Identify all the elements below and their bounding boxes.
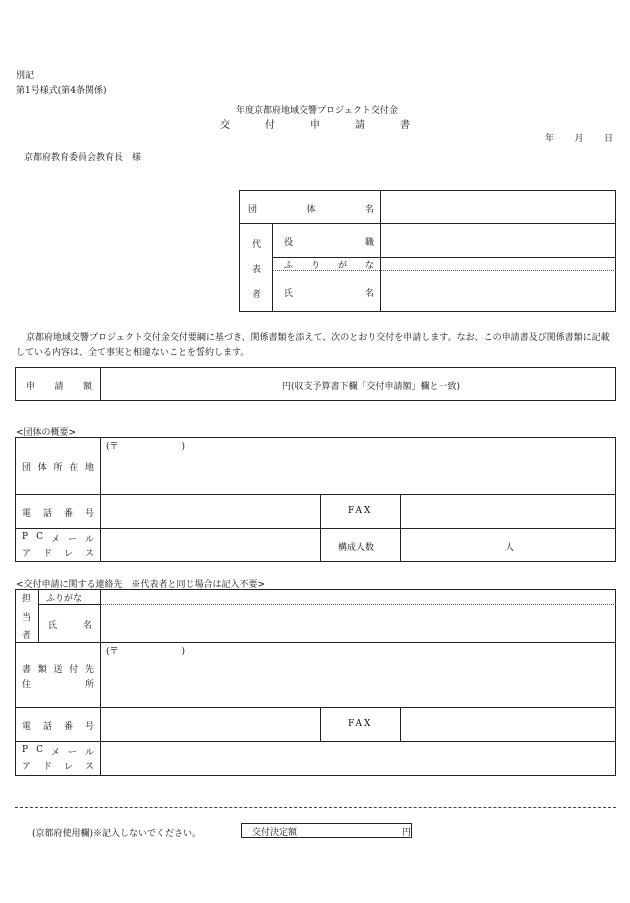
send-postal: (〒 ) xyxy=(106,647,186,657)
title-char: 書 xyxy=(400,120,410,131)
fax-label: FAX xyxy=(348,506,373,516)
amount-input[interactable] xyxy=(101,368,281,400)
email-label-line2: ア ド レ ス xyxy=(22,549,94,559)
form-number: 第1号様式(第4条関係) xyxy=(16,86,107,96)
fax-input[interactable] xyxy=(401,495,615,527)
contact-furigana-input[interactable] xyxy=(101,590,615,604)
contact-name-input[interactable] xyxy=(101,605,615,641)
overview-heading: <団体の概要> xyxy=(16,428,77,438)
contact-fax-input[interactable] xyxy=(401,708,615,740)
appendix-label: 別記 xyxy=(16,71,35,81)
amount-label: 申 請 額 xyxy=(26,382,92,392)
form-title-line1: 年度京都府地域交響プロジェクト交付金 xyxy=(236,106,398,116)
person-label-1: 担 xyxy=(22,594,32,604)
declaration-text: 京都府地域交響プロジェクト交付金交付要綱に基づき、関係書類を添えて、次のとおり交付を申請します。なお、この申請書及び関係書類に記載している内容は、全て事実と相違ないことを誓約します。 xyxy=(16,333,610,358)
title-char: 申 xyxy=(310,120,320,131)
rep-label-1: 代 xyxy=(252,240,262,250)
person-label-3: 者 xyxy=(22,631,32,641)
decision-amount-yen: 円 xyxy=(402,828,412,838)
title-char: 付 xyxy=(265,120,275,131)
date-field[interactable] xyxy=(545,131,613,144)
rep-furigana-input[interactable] xyxy=(381,258,615,270)
cut-line xyxy=(15,807,616,808)
rep-name-input[interactable] xyxy=(381,271,615,311)
contact-phone-label: 電 話 番 号 xyxy=(22,722,94,732)
furigana-label: ふ り が な xyxy=(284,261,374,271)
send-address-input[interactable] xyxy=(101,656,615,706)
send-address-label-line1: 書 類 送 付 先 xyxy=(22,665,94,675)
addressee: 京都府教育委員会教育長 様 xyxy=(24,153,142,163)
name-label: 氏 名 xyxy=(284,289,374,299)
rep-label-3: 者 xyxy=(252,290,262,300)
address-postal: (〒 ) xyxy=(106,442,186,452)
group-name-input[interactable] xyxy=(381,191,615,223)
email-input[interactable] xyxy=(101,529,319,561)
contact-fax-label: FAX xyxy=(348,719,373,729)
date-day: 日 xyxy=(603,134,613,144)
send-address-label-line2: 住 所 xyxy=(22,680,94,690)
date-month: 月 xyxy=(574,134,584,144)
members-label: 構成人数 xyxy=(338,543,375,553)
email-label-line1: P C メ ー ル xyxy=(22,532,94,545)
title-char: 請 xyxy=(355,120,365,131)
contact-furigana-label: ふりがな xyxy=(46,594,83,604)
amount-note: 円(収支予算書下欄「交付申請額」欄と一致) xyxy=(282,382,461,392)
contact-email-label-line2: ア ド レ ス xyxy=(22,762,94,772)
address-label: 団 体 所 在 地 xyxy=(22,463,94,473)
title-char: 交 xyxy=(220,120,230,131)
person-label-2: 当 xyxy=(22,613,32,623)
contact-name-label: 氏 名 xyxy=(48,621,92,631)
members-unit: 人 xyxy=(505,543,515,553)
phone-label: 電 話 番 号 xyxy=(22,509,94,519)
contact-email-input[interactable] xyxy=(101,742,615,775)
address-input[interactable] xyxy=(101,451,615,493)
position-label: 役 職 xyxy=(284,238,374,248)
group-name-label: 団 体 名 xyxy=(248,205,374,215)
date-year: 年 xyxy=(545,134,555,144)
office-use-label: (京都府使用欄)※記入しないでください。 xyxy=(32,829,202,839)
phone-input[interactable] xyxy=(101,495,319,527)
form-title-line2 xyxy=(220,116,410,131)
rep-position-input[interactable] xyxy=(381,224,615,257)
contact-email-label-line1: P C メ ー ル xyxy=(22,745,94,758)
contact-heading: <交付申請に関する連絡先 ※代表者と同じ場合は記入不要> xyxy=(16,580,266,590)
contact-phone-input[interactable] xyxy=(101,708,319,740)
decision-amount-label: 交付決定額 xyxy=(252,828,298,838)
rep-label-2: 表 xyxy=(252,265,262,275)
